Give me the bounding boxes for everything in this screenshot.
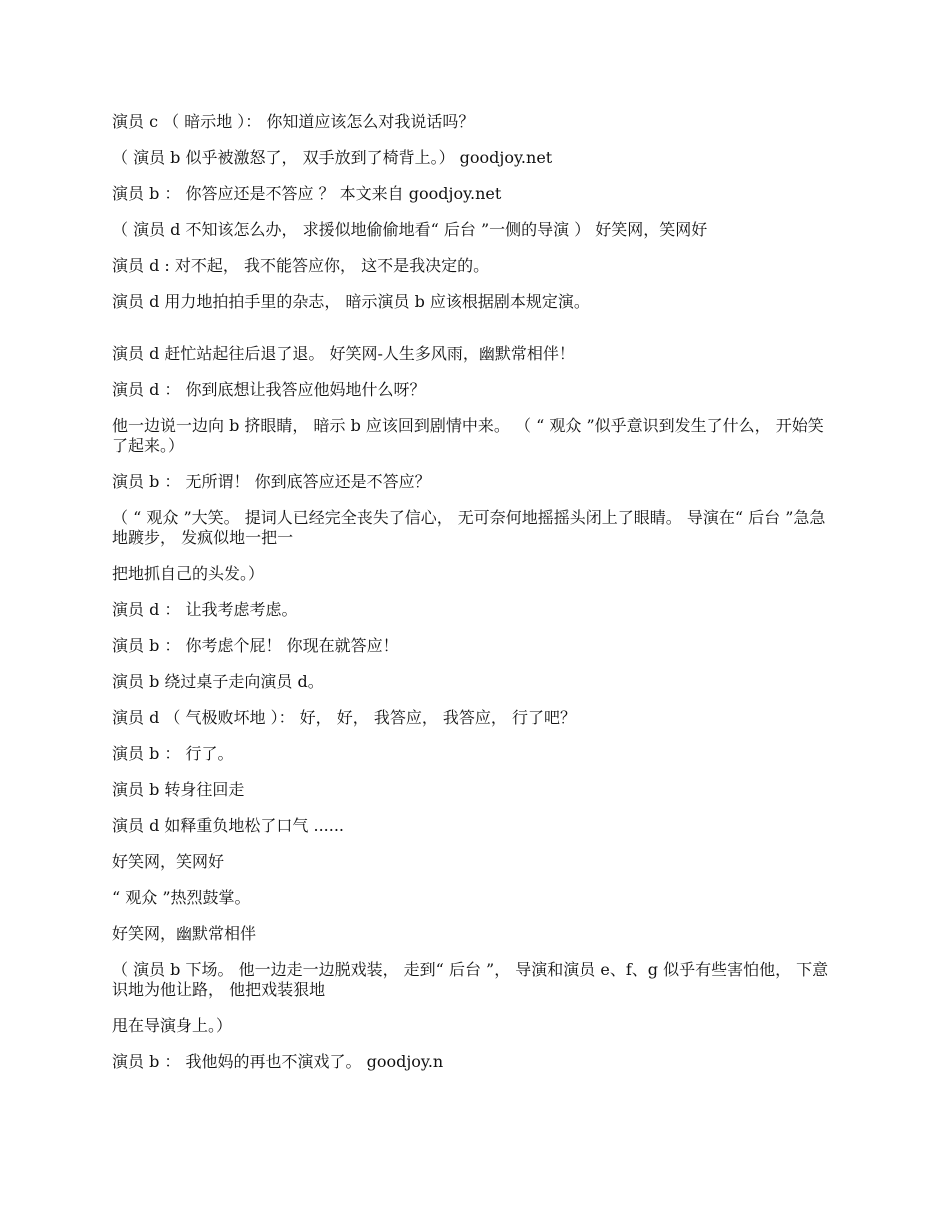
paragraph: 演员 b ： 你考虑个屁！ 你现在就答应！: [112, 636, 399, 655]
paragraph: 甩在导演身上。）: [112, 1016, 233, 1035]
paragraph: （ 演员 b 似乎被激怒了， 双手放到了椅背上。） goodjoy.net: [112, 148, 553, 167]
paragraph: 演员 b ： 我他妈的再也不演戏了。 goodjoy.n: [112, 1052, 444, 1071]
paragraph: 把地抓自己的头发。）: [112, 564, 265, 583]
paragraph: 好笑网，笑网好: [112, 852, 225, 871]
script-text: [112, 112, 838, 1088]
paragraph: 演员 d 赶忙站起往后退了退。 好笑网-人生多风雨，幽默常相伴！: [112, 344, 575, 363]
paragraph: 他一边说一边向 b 挤眼睛， 暗示 b 应该回到剧情中来。 （ “ 观众 ”似乎意识到发生了什么， 开始笑了起来。）: [112, 416, 824, 455]
paragraph: 演员 b 转身往回走: [112, 780, 245, 799]
paragraph: 演员 d 用力地拍拍手里的杂志， 暗示演员 b 应该根据剧本规定演。: [112, 292, 590, 311]
paragraph: 演员 b ： 行了。: [112, 744, 234, 763]
paragraph: 演员 d ： 你到底想让我答应他妈地什么呀？: [112, 380, 426, 399]
paragraph: 演员 d ： 让我考虑考虑。: [112, 600, 298, 619]
paragraph: 演员 c （ 暗示地 ）： 你知道应该怎么对我说话吗？: [112, 112, 475, 131]
paragraph: （ 演员 d 不知该怎么办， 求援似地偷偷地看“ 后台 ”一侧的导演 ） 好笑网，笑网好: [112, 220, 708, 239]
paragraph: 演员 b ： 你答应还是不答应 ？ 本文来自 goodjoy.net: [112, 184, 502, 203]
paragraph: 演员 b 绕过桌子走向演员 d。: [112, 672, 324, 691]
paragraph: 演员 d （ 气极败坏地 ）： 好， 好， 我答应， 我答应， 行了吧？: [112, 708, 577, 727]
paragraph: 好笑网，幽默常相伴: [112, 924, 257, 943]
paragraph: 演员 d : 对不起， 我不能答应你， 这不是我决定的。: [112, 256, 490, 275]
paragraph: “ 观众 ”热烈鼓掌。: [112, 888, 251, 907]
paragraph: 演员 d 如释重负地松了口气 ......: [112, 816, 345, 835]
paragraph: （ 演员 b 下场。 他一边走一边脱戏装， 走到“ 后台 ”， 导演和演员 e、f、g 似乎有些害怕他， 下意识地为他让路， 他把戏装狠地: [112, 960, 829, 999]
paragraph: （ “ 观众 ”大笑。 提词人已经完全丧失了信心， 无可奈何地摇摇头闭上了眼睛。 导演在“ 后台 ”急急地踱步， 发疯似地一把一: [112, 508, 826, 547]
paragraph: 演员 b ： 无所谓！ 你到底答应还是不答应？: [112, 472, 431, 491]
